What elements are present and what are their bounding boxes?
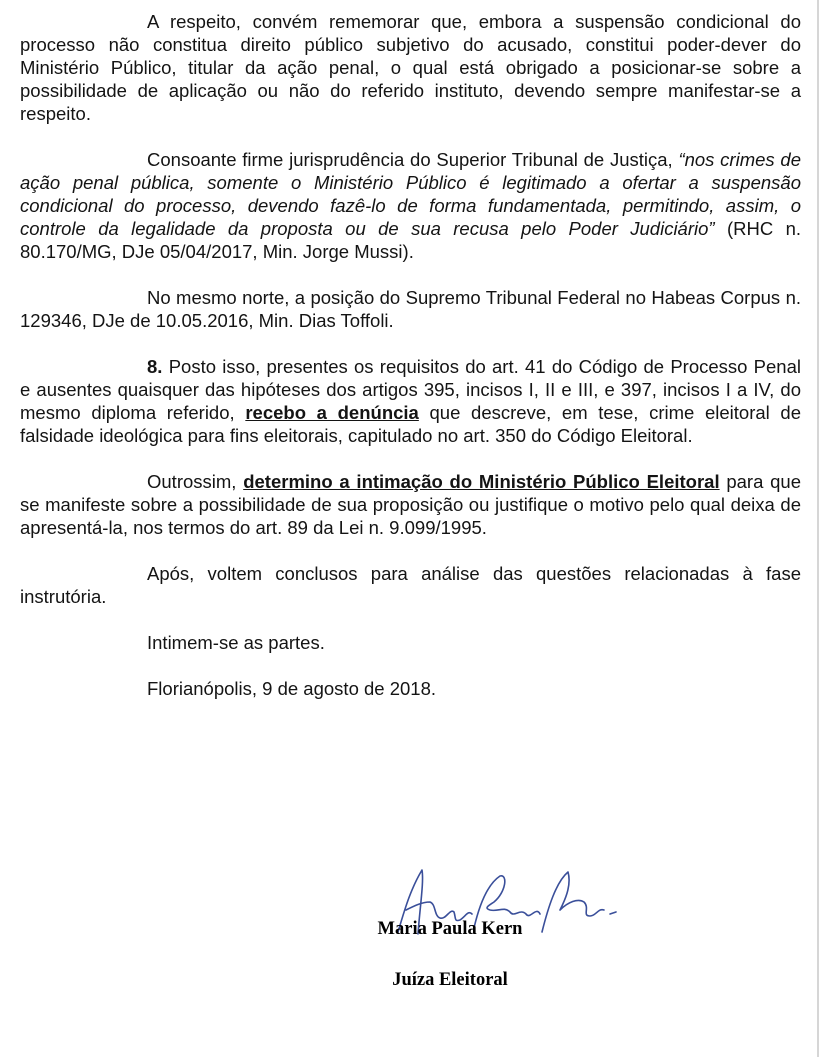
place-and-date: Florianópolis, 9 de agosto de 2018. (147, 678, 437, 699)
jurisprudencia-quote: “nos crimes de ação penal pública, somente o Ministério Público é legitimado a ofertar a suspensão condicional do processo, devendo fazê-lo de forma fundamentada, permitindo, assim, o controle da legalidade da proposta ou de sua recusa pelo Poder Judiciário” (20, 149, 801, 239)
recebo-denuncia-emphasis: recebo a denúncia (245, 402, 419, 423)
jurisprudencia-citation: (RHC n. 80.170/MG, DJe 05/04/2017, Min. Jorge Mussi). (20, 218, 801, 262)
paragraph-jurisprudencia (20, 148, 801, 263)
signer-name: Maria Paula Kern (377, 919, 523, 939)
signature-block (300, 862, 640, 990)
intimacao-text-b: para que se manifeste sobre a possibilidade de sua proposição ou justifique o motivo pelo qual deixa de apresentá-la, nos termos do art. 89 da Lei n. 9.099/1995. (20, 471, 802, 538)
paragraph-intimacao-mp (20, 470, 801, 539)
recebimento-text-a: Posto isso, presentes os requisitos do art. 41 do Código de Processo Penal e ausentes quaisquer das hipóteses dos artigos 395, incisos I, II e III, e 397, incisos I a IV, do mesmo diploma referido, (20, 356, 801, 423)
recebimento-text-b: que descreve, em tese, crime eleitoral de falsidade ideológica para fins eleitorais, capitulado no art. 350 do Código Eleitoral. (20, 402, 801, 446)
paragraph-stf: No mesmo norte, a posição do Supremo Tribunal Federal no Habeas Corpus n. 129346, DJe de 10.05.2016, Min. Dias Toffoli. (20, 287, 801, 331)
intimacao-text-a: Outrossim, (147, 471, 237, 492)
paragraph-intimem: Intimem-se as partes. (147, 632, 325, 653)
paragraph-recebimento (20, 355, 801, 447)
item-number: 8. (147, 356, 163, 377)
paragraph-conclusos: Após, voltem conclusos para análise das questões relacionadas à fase instrutória. (20, 563, 801, 607)
determino-intimacao-emphasis: determino a intimação do Ministério Público Eleitoral (243, 471, 720, 492)
page-edge-divider (817, 0, 819, 1057)
paragraph-suspensao: A respeito, convém rememorar que, embora a suspensão condicional do processo não constitua direito público subjetivo do acusado, constitui poder-dever do Ministério Público, titular da ação penal, o qual está obrigado a posicionar-se sobre a possibilidade de aplicação ou não do referido instituto, devendo sempre manifestar-se a respeito. (20, 11, 801, 124)
signer-role: Juíza Eleitoral (392, 970, 508, 990)
jurisprudencia-intro: Consoante firme jurisprudência do Superior Tribunal de Justiça, (147, 149, 673, 170)
